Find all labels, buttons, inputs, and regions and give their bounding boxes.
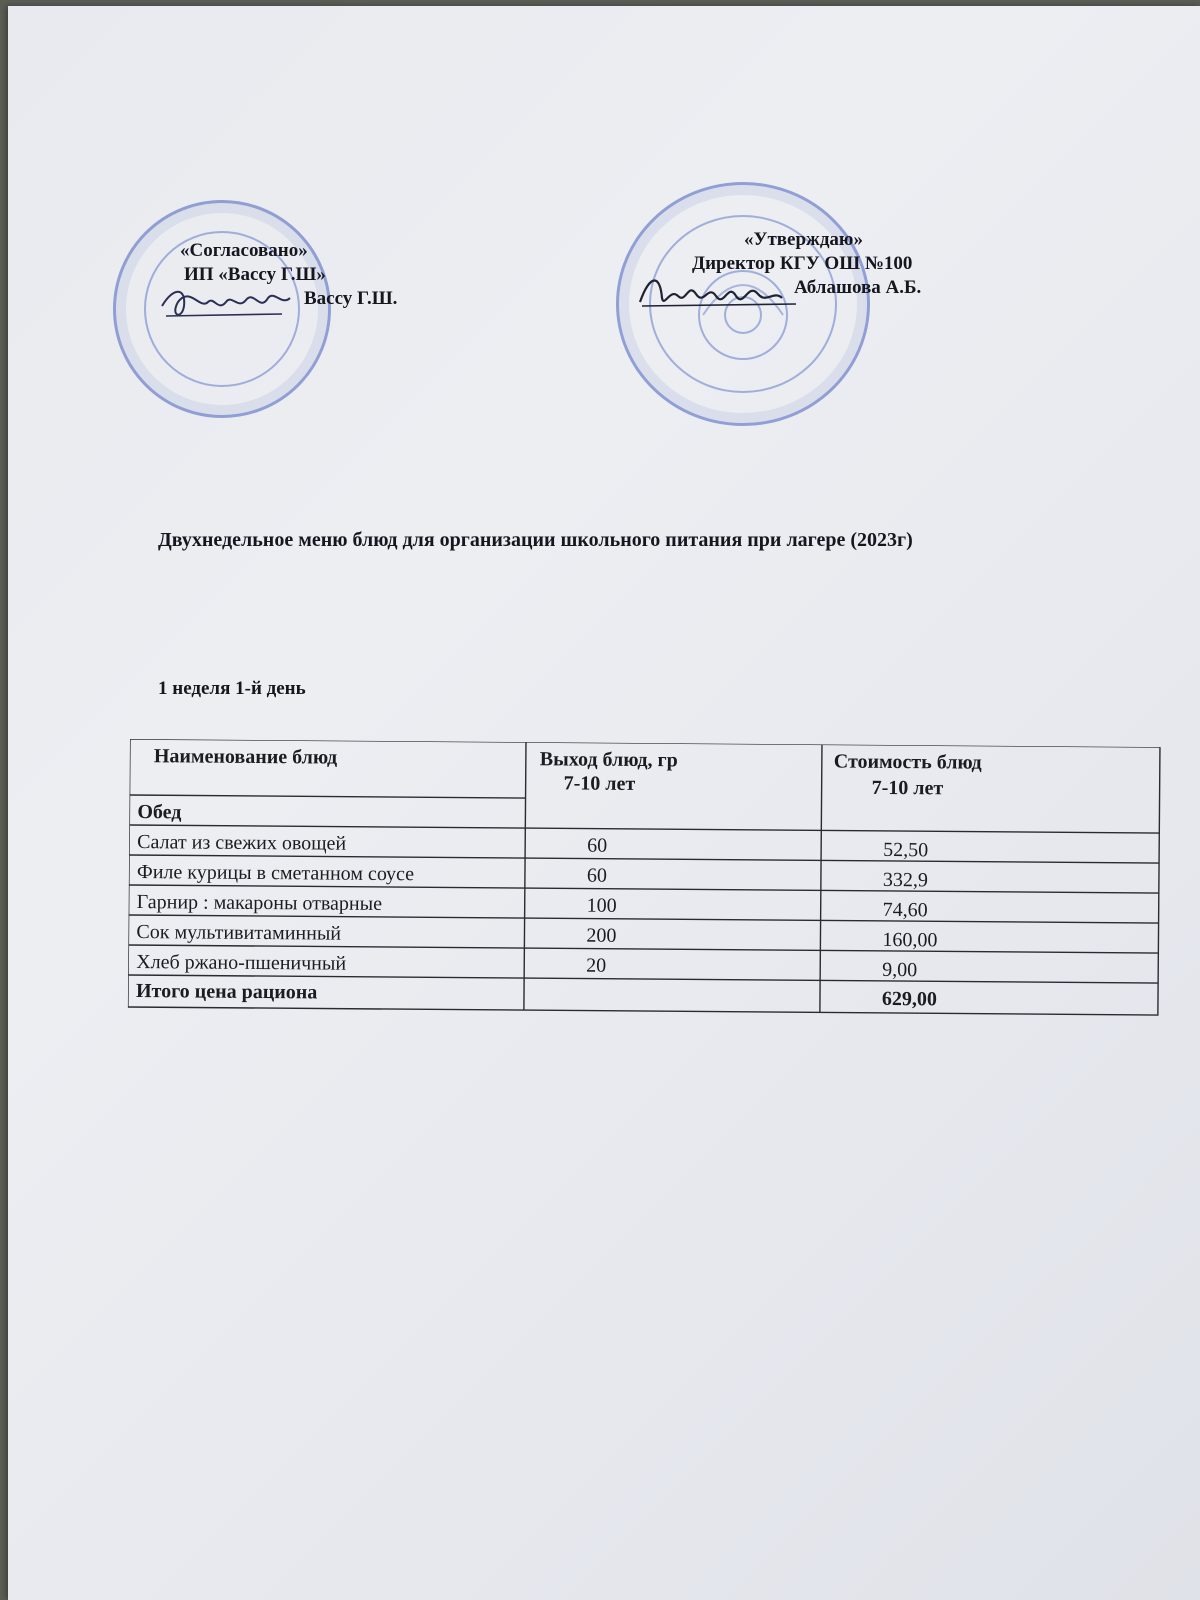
section-label: Обед	[137, 801, 182, 824]
document-title: Двухнедельное меню блюд для организации школьного питания при лагере (2023г)	[158, 529, 913, 551]
header-yield-line2: 7-10 лет	[563, 772, 636, 795]
table-row-cost: 74,60	[882, 898, 928, 922]
header-yield-line1: Выход блюд, гр	[539, 748, 678, 772]
table-row-name: Салат из свежих овощей	[137, 831, 347, 855]
table-row-yield: 200	[586, 924, 617, 947]
table-row-yield: 100	[586, 894, 617, 917]
table-row-yield: 60	[586, 864, 608, 887]
document-page	[8, 6, 1200, 1600]
header-cost-line1: Стоимость блюд	[833, 750, 982, 774]
table-row-cost: 160,00	[882, 928, 938, 952]
right-signature	[636, 268, 806, 316]
left-approval-org: ИП «Вассу Г.Ш»	[184, 264, 326, 285]
table-row-yield: 20	[586, 954, 607, 977]
day-heading: 1 неделя 1-й день	[158, 678, 306, 699]
menu-table	[128, 739, 1168, 1037]
table-row-name: Сок мультивитаминный	[136, 921, 342, 945]
total-label: Итого цена рациона	[135, 980, 318, 1004]
header-cost-line2: 7-10 лет	[871, 776, 944, 800]
table-row-name: Хлеб ржано-пшеничный	[136, 951, 347, 975]
left-approval-heading: «Согласовано»	[180, 240, 308, 261]
left-signature	[156, 276, 296, 330]
table-row-cost: 52,50	[883, 838, 929, 862]
right-approval-heading: «Утверждаю»	[744, 229, 863, 250]
table-row-cost: 332,9	[882, 868, 929, 892]
right-approval-position: Директор КГУ ОШ №100	[692, 253, 913, 274]
header-name: Наименование блюд	[153, 745, 338, 769]
table-row-cost: 9,00	[882, 958, 918, 982]
left-approval-signer: Вассу Г.Ш.	[304, 288, 398, 309]
table-row-name: Филе курицы в сметанном соусе	[136, 861, 415, 886]
total-cost: 629,00	[881, 987, 938, 1011]
right-approval-signer: Аблашова А.Б.	[794, 277, 922, 298]
table-row-name: Гарнир : макароны отварные	[136, 891, 383, 915]
table-row-yield: 60	[587, 834, 608, 857]
